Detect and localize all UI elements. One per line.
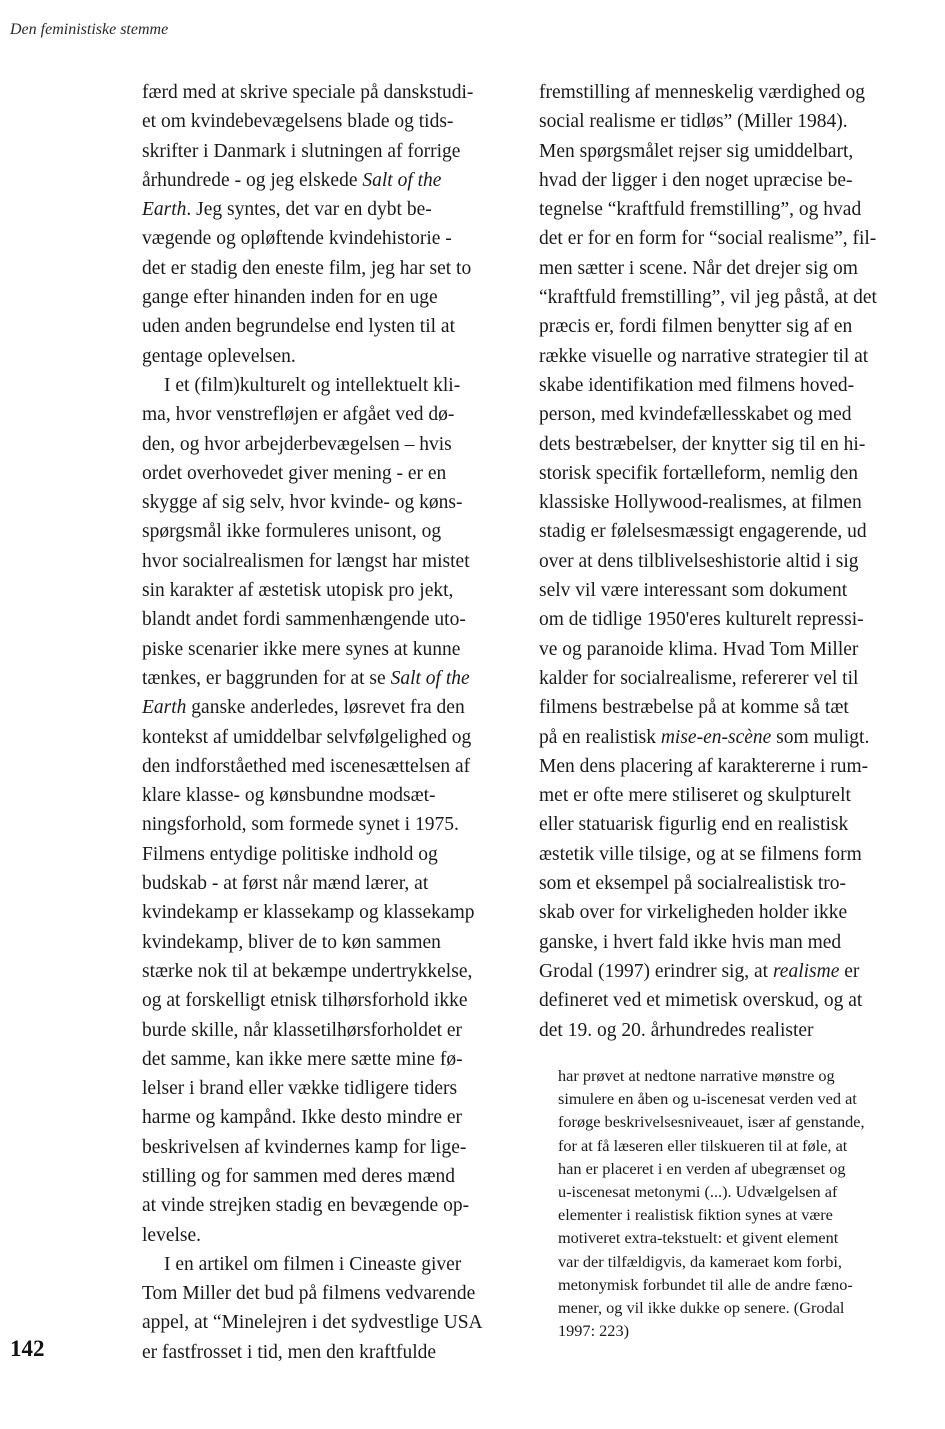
- text-run: er: [839, 960, 860, 982]
- text-run: om de tidlige 1950'eres kulturelt repressi-: [539, 609, 864, 631]
- text-run: hvad der ligger i den noget upræcise be-: [539, 169, 853, 191]
- text-run: skabe identifikation med filmens hoved-: [539, 374, 855, 396]
- text-run: gentage oplevelsen.: [142, 345, 296, 367]
- text-run: som et eksempel på socialrealistisk tro-: [539, 873, 847, 895]
- text-line: [539, 635, 907, 664]
- text-line: [539, 898, 907, 927]
- text-run: levelse.: [142, 1224, 202, 1246]
- text-line: [142, 986, 507, 1015]
- text-run: “kraftfuld fremstilling”, vil jeg påstå, at det: [539, 287, 877, 309]
- text-run: tænkes, er baggrunden for at se: [142, 667, 391, 689]
- text-line: [142, 840, 507, 869]
- text-line: [142, 1308, 507, 1337]
- text-run: et om kvindebevægelsens blade og tids-: [142, 111, 454, 133]
- text-line: [142, 1133, 507, 1162]
- text-run: kvindekamp er klassekamp og klassekamp: [142, 902, 475, 924]
- text-line: [539, 107, 907, 136]
- text-run: ma, hvor venstrefløjen er afgået ved dø-: [142, 404, 455, 426]
- text-run: stilling og for sammen med deres mænd: [142, 1165, 456, 1187]
- text-line: [539, 810, 907, 839]
- text-line: [539, 723, 907, 752]
- text-run: . Jeg syntes, det var en dybt be-: [186, 199, 432, 221]
- text-line: [142, 137, 507, 166]
- italic-title: Salt of the: [390, 667, 470, 689]
- text-line: [142, 810, 507, 839]
- text-line: [142, 1074, 507, 1103]
- text-line: [142, 224, 507, 253]
- italic-title: Earth: [142, 199, 187, 221]
- text-line: [142, 693, 507, 722]
- text-run: kvindekamp, bliver de to køn sammen: [142, 931, 441, 953]
- text-line: [142, 1045, 507, 1074]
- text-line: [539, 459, 907, 488]
- text-line: [142, 1162, 507, 1191]
- text-line: [142, 957, 507, 986]
- text-run: færd med at skrive speciale på danskstudi-: [142, 82, 474, 103]
- text-run: det er for en form for “social realisme”, fil-: [539, 228, 877, 250]
- text-run: selv vil være interessant som dokument: [539, 580, 848, 602]
- text-line: [539, 869, 907, 898]
- text-line: [142, 254, 507, 283]
- text-line: [142, 517, 507, 546]
- italic-title: realisme: [772, 960, 840, 982]
- text-run: spørgsmål ikke formuleres unisont, og: [142, 521, 442, 543]
- text-line: [142, 283, 507, 312]
- text-run: storisk specifik fortælleform, nemlig den: [539, 462, 858, 484]
- text-line: [539, 576, 907, 605]
- text-run: defineret ved et mimetisk overskud, og at: [539, 990, 863, 1012]
- text-run: kontekst af umiddelbar selvfølgelighed og: [142, 726, 472, 748]
- text-run: og at forskelligt etnisk tilhørsforhold ikke: [142, 990, 468, 1012]
- text-run: stærke nok til at bekæmpe undertrykkelse,: [142, 960, 473, 982]
- quote-line: han er placeret i en verden af ubegrænset og: [558, 1158, 846, 1178]
- text-run: burde skille, når klassetilhørsforholdet er: [142, 1019, 463, 1041]
- text-run: Men dens placering af karaktererne i rum-: [539, 755, 869, 777]
- text-line: [142, 78, 507, 107]
- text-line: [142, 1016, 507, 1045]
- text-line: [142, 371, 507, 400]
- text-run: ganske, i hvert fald ikke hvis man med: [539, 931, 842, 953]
- text-run: skab over for virkeligheden holder ikke: [539, 902, 848, 924]
- text-line: [539, 430, 907, 459]
- text-run: Grodal (1997) erindrer sig, at: [539, 960, 773, 982]
- text-line: [142, 107, 507, 136]
- italic-title: mise-en-scène: [660, 726, 772, 748]
- text-line: [142, 576, 507, 605]
- text-line: [142, 430, 507, 459]
- text-line: [142, 1103, 507, 1132]
- text-line: [539, 195, 907, 224]
- text-run: blandt andet fordi sammenhængende uto-: [142, 609, 466, 631]
- text-run: gange efter hinanden inden for en uge: [142, 287, 438, 309]
- quote-line: var der tilfældigvis, da kameraet kom forbi,: [558, 1251, 842, 1271]
- text-run: den indforståethed med iscenesættelsen af: [142, 755, 471, 777]
- quote-line: u-iscenesat metonymi (...). Udvælgelsen af: [558, 1182, 838, 1202]
- text-run: eller statuarisk figurlig end en realistisk: [539, 814, 849, 836]
- text-line: [142, 781, 507, 810]
- text-run: kalder for socialrealisme, refererer vel til: [539, 667, 859, 689]
- text-line: [539, 78, 907, 107]
- quote-line: mener, og vil ikke dukke op senere. (Grodal: [558, 1298, 845, 1318]
- text-run: på en realistisk: [539, 726, 661, 748]
- text-run: at vinde strejken stadig en bevægende op-: [142, 1195, 470, 1217]
- text-line: [539, 371, 907, 400]
- text-line: [142, 1221, 507, 1250]
- text-line: [539, 781, 907, 810]
- text-line: [142, 312, 507, 341]
- text-run: budskab - at først når mænd lærer, at: [142, 873, 429, 895]
- text-run: Men spørgsmålet rejser sig umiddelbart,: [539, 140, 854, 162]
- text-line: [142, 342, 507, 371]
- text-run: række visuelle og narrative strategier til at: [539, 345, 869, 367]
- text-run: fremstilling af menneskelig værdighed og: [539, 82, 866, 103]
- text-line: [539, 664, 907, 693]
- text-run: social realisme er tidløs” (Miller 1984).: [539, 111, 848, 133]
- text-run: piske scenarier ikke mere synes at kunne: [142, 638, 461, 660]
- left-column: [142, 78, 507, 1367]
- italic-title: Salt of the: [362, 169, 442, 191]
- text-run: uden anden begrundelse end lysten til at: [142, 316, 455, 338]
- text-line: [539, 224, 907, 253]
- text-line: [539, 986, 907, 1015]
- text-line: [539, 488, 907, 517]
- text-line: [142, 1250, 507, 1279]
- text-run: skygge af sig selv, hvor kvinde- og køns-: [142, 492, 463, 514]
- text-line: [142, 752, 507, 781]
- quote-line: elementer i realistisk fiktion synes at være: [558, 1205, 833, 1225]
- text-run: filmens bestræbelse på at komme så tæt: [539, 697, 849, 719]
- text-run: klare klasse- og kønsbundne modsæt-: [142, 785, 436, 807]
- text-run: som muligt.: [771, 726, 870, 748]
- quote-line: motiveret extra-tekstuelt: et givent element: [558, 1228, 839, 1248]
- text-line: [142, 605, 507, 634]
- text-run: præcis er, fordi filmen benytter sig af en: [539, 316, 853, 338]
- text-run: dets bestræbelser, der knytter sig til en hi-: [539, 433, 866, 455]
- italic-title: Earth: [142, 697, 187, 719]
- text-run: Tom Miller det bud på filmens vedvarende: [142, 1283, 476, 1305]
- text-line: [539, 1016, 907, 1045]
- text-run: det samme, kan ikke mere sætte mine fø-: [142, 1048, 463, 1070]
- text-run: vægende og opløftende kvindehistorie -: [142, 228, 452, 250]
- text-run: lelser i brand eller vække tidligere tiders: [142, 1078, 458, 1100]
- quote-line: 1997: 223): [558, 1321, 629, 1341]
- text-line: [539, 928, 907, 957]
- text-line: [142, 1191, 507, 1220]
- text-run: ganske anderledes, løsrevet fra den: [186, 697, 465, 719]
- text-line: [539, 283, 907, 312]
- text-line: [539, 400, 907, 429]
- text-line: [142, 928, 507, 957]
- text-run: person, med kvindefællesskabet og med: [539, 404, 852, 426]
- text-run: stadig er følelsesmæssigt engagerende, ud: [539, 521, 867, 543]
- text-line: [142, 1338, 507, 1367]
- text-run: I en artikel om filmen i Cineaste giver: [164, 1253, 462, 1275]
- text-line: [539, 840, 907, 869]
- block-quote: [558, 1064, 908, 1342]
- text-run: appel, at “Minelejren i det sydvestlige USA: [142, 1312, 483, 1334]
- quote-line: simulere en åben og u-iscenesat verden ved at: [558, 1089, 857, 1109]
- text-run: er fastfrosset i tid, men den kraftfulde: [142, 1341, 437, 1363]
- page-number: 142: [10, 1336, 45, 1361]
- text-line: [539, 752, 907, 781]
- quote-line: metonymisk forbundet til alle de andre fæno-: [558, 1274, 853, 1294]
- text-line: [539, 547, 907, 576]
- text-line: [539, 605, 907, 634]
- text-line: [539, 957, 907, 986]
- text-line: [142, 400, 507, 429]
- text-line: [142, 547, 507, 576]
- text-line: [142, 195, 507, 224]
- text-run: århundrede - og jeg elskede: [142, 169, 363, 191]
- text-run: skrifter i Danmark i slutningen af forrige: [142, 140, 461, 162]
- text-run: det 19. og 20. århundredes realister: [539, 1019, 814, 1041]
- text-run: æstetik ville tilsige, og at se filmens form: [539, 843, 862, 865]
- text-run: Filmens entydige politiske indhold og: [142, 843, 438, 865]
- text-line: [539, 166, 907, 195]
- running-head: Den feministiske stemme: [10, 21, 169, 38]
- text-line: [142, 635, 507, 664]
- text-run: men sætter i scene. Når det drejer sig om: [539, 257, 858, 279]
- text-line: [539, 137, 907, 166]
- text-run: sin karakter af æstetisk utopisk pro jekt,: [142, 580, 454, 602]
- text-line: [142, 664, 507, 693]
- text-line: [142, 898, 507, 927]
- text-line: [142, 869, 507, 898]
- quote-line: for at få læseren eller tilskueren til at føle, at: [558, 1135, 848, 1155]
- quote-line: har prøvet at nedtone narrative mønstre og: [558, 1066, 835, 1085]
- text-run: den, og hvor arbejderbevægelsen – hvis: [142, 433, 452, 455]
- text-run: ve og paranoide klima. Hvad Tom Miller: [539, 638, 859, 660]
- right-column: [539, 78, 907, 1045]
- text-line: [539, 693, 907, 722]
- text-run: I et (film)kulturelt og intellektuelt kli-: [164, 374, 461, 396]
- text-run: tegnelse “kraftfuld fremstilling”, og hvad: [539, 199, 862, 221]
- text-line: [539, 517, 907, 546]
- text-run: ordet overhovedet giver mening - er en: [142, 462, 447, 484]
- text-line: [539, 254, 907, 283]
- text-line: [539, 312, 907, 341]
- text-line: [142, 1279, 507, 1308]
- text-run: det er stadig den eneste film, jeg har set to: [142, 257, 472, 279]
- text-run: klassiske Hollywood-realismes, at filmen: [539, 492, 862, 514]
- text-run: harme og kampånd. Ikke desto mindre er: [142, 1107, 463, 1129]
- text-run: met er ofte mere stiliseret og skulpturelt: [539, 785, 851, 807]
- text-line: [142, 488, 507, 517]
- text-run: over at dens tilblivelseshistorie altid i sig: [539, 550, 859, 572]
- text-line: [142, 166, 507, 195]
- text-line: [142, 459, 507, 488]
- text-line: [142, 723, 507, 752]
- text-run: ningsforhold, som formede synet i 1975.: [142, 814, 459, 836]
- text-line: [539, 342, 907, 371]
- quote-line: forøge beskrivelsesniveauet, især af genstande,: [558, 1112, 865, 1132]
- text-run: beskrivelsen af kvindernes kamp for lige-: [142, 1136, 467, 1158]
- text-run: hvor socialrealismen for længst har mistet: [142, 550, 470, 572]
